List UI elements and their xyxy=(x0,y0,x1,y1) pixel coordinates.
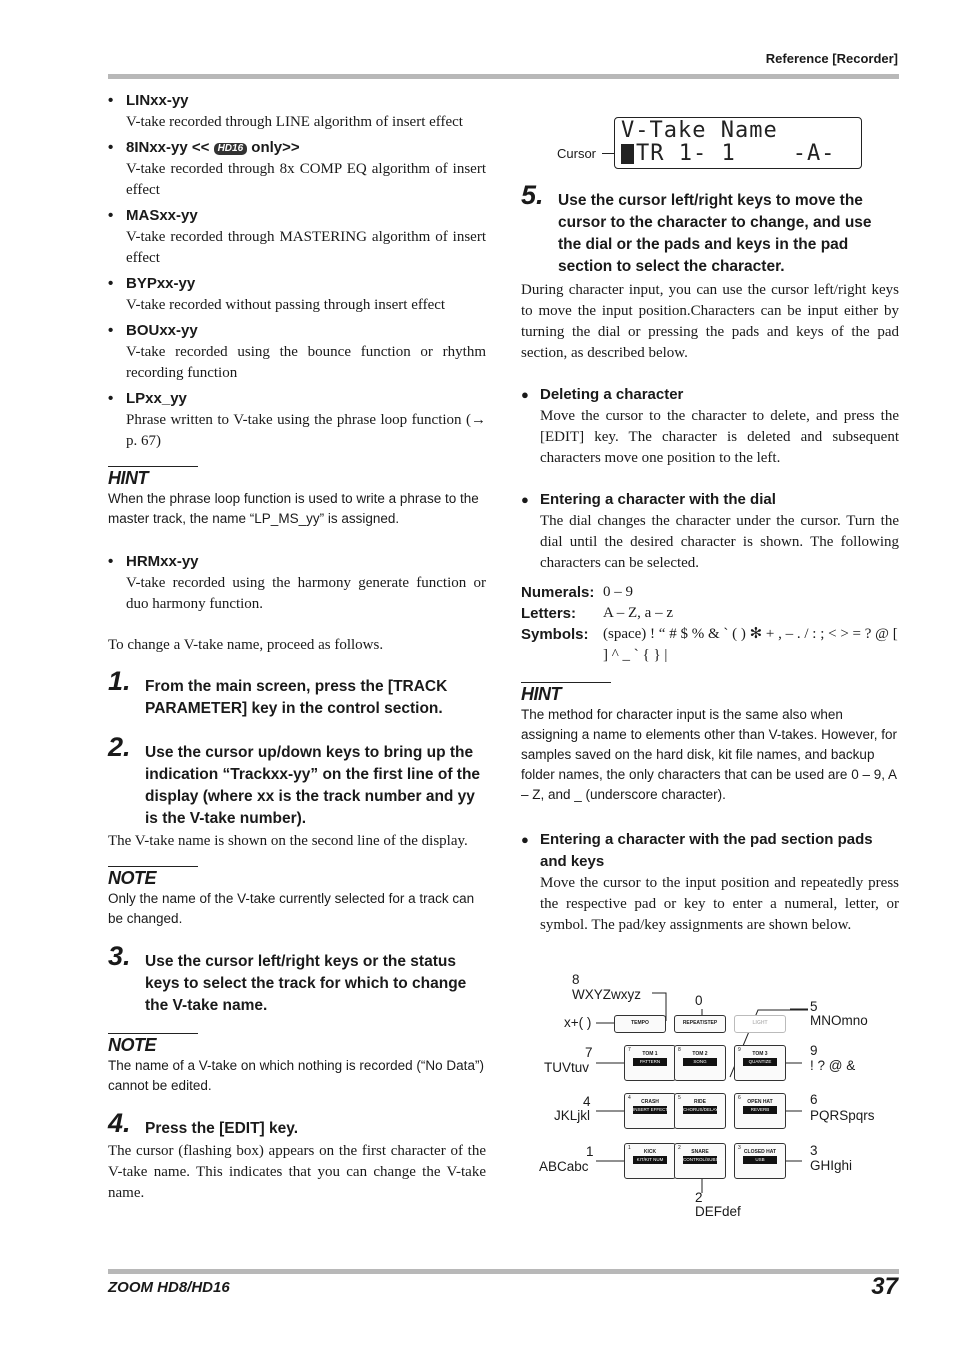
list-item xyxy=(108,320,486,384)
item-desc: V-take recorded using the harmony generate function or duo harmony function. xyxy=(126,575,486,612)
list-item xyxy=(108,137,486,201)
step-text: Use the cursor left/right keys or the status keys to select the track for which to change the V-take name. xyxy=(145,953,467,1014)
step-text: From the main screen, press the [TRACK PARAMETER] key in the control section. xyxy=(145,678,448,717)
pad-label: TOM 2 xyxy=(692,1051,708,1057)
label-6-num: 6 xyxy=(810,1092,818,1107)
label-8-num: 8 xyxy=(572,972,580,987)
char-key: Numerals: xyxy=(521,584,595,601)
pad-function: USB xyxy=(743,1156,777,1164)
right-column xyxy=(521,180,899,936)
step-3 xyxy=(108,941,486,1017)
list-item xyxy=(108,90,486,133)
pad-number: 2 xyxy=(678,1145,681,1151)
step-number: 4. xyxy=(108,1108,131,1138)
pad-label: CRASH xyxy=(641,1099,659,1105)
item-term: • BOUxx-yy xyxy=(108,320,486,342)
item-term: • MASxx-yy xyxy=(108,205,486,227)
pad-label: TOM 3 xyxy=(752,1051,768,1057)
char-row xyxy=(521,624,899,666)
char-row xyxy=(521,582,899,603)
label-4-chars: JKLjkl xyxy=(554,1108,591,1123)
light-key[interactable] xyxy=(734,1015,786,1033)
label-5-num: 5 xyxy=(810,999,818,1014)
pad-number: 9 xyxy=(738,1047,741,1053)
pad-number: 5 xyxy=(678,1095,681,1101)
pad-function: PATTERN xyxy=(633,1058,667,1066)
label-2-num: 2 xyxy=(695,1190,703,1205)
label-1-chars: ABCabc xyxy=(539,1159,589,1174)
repeat-step-key[interactable] xyxy=(674,1015,726,1033)
pad-function: KIT/KIT NUM xyxy=(633,1156,667,1164)
hint-title: HINT xyxy=(521,682,611,705)
pad-label: TOM 1 xyxy=(642,1051,658,1057)
item-desc: V-take recorded through LINE algorithm of insert effect xyxy=(126,114,463,130)
label-9-chars: ! ? @ & xyxy=(810,1058,856,1073)
item-term: • BYPxx-yy xyxy=(108,273,486,295)
item-term: • HRMxx-yy xyxy=(108,551,486,573)
section-pads xyxy=(521,829,899,936)
lcd-display xyxy=(614,117,862,169)
step-number: 1. xyxy=(108,666,131,696)
pad-label: OPEN HAT xyxy=(747,1099,773,1105)
label-7-chars: TUVtuv xyxy=(544,1060,590,1075)
label-8-chars: WXYZwxyz xyxy=(572,987,641,1002)
item-term: • LPxx_yy xyxy=(108,388,486,410)
lcd-cursor-block xyxy=(621,144,634,164)
char-value: 0 – 9 xyxy=(603,584,633,600)
pad-number: 1 xyxy=(628,1145,631,1151)
pad-label: RIDE xyxy=(694,1099,706,1105)
label-1-num: 1 xyxy=(586,1144,594,1159)
item-desc: Phrase written to V-take using the phrase loop function (→ p. 67) xyxy=(126,412,486,449)
list-item xyxy=(108,205,486,269)
page-number: 37 xyxy=(871,1273,898,1300)
pad-snare[interactable] xyxy=(674,1143,726,1179)
char-row xyxy=(521,603,899,624)
pad-ride[interactable] xyxy=(674,1093,726,1129)
step-text: Use the cursor up/down keys to bring up the indication “Trackxx-yy” on the first line of the display (where xx is the track number and yy is the V-take number). xyxy=(145,744,481,827)
pad-label: CLOSED HAT xyxy=(743,1149,777,1155)
pad-function: CHORUS/DELAY xyxy=(683,1107,719,1112)
note-title: NOTE xyxy=(108,866,198,889)
step-5-note: During character input, you can use the cursor left/right keys to move the input position.Characters can be input either by turning the dial or pressing the pads and keys of the pad section, as described below. xyxy=(521,282,899,361)
pad-function: SONG xyxy=(683,1058,717,1066)
pad-kick[interactable] xyxy=(624,1143,676,1179)
term-suffix: only>> xyxy=(247,139,300,156)
tempo-key[interactable] xyxy=(614,1015,666,1033)
char-value: (space) ! “ # $ % & ` ( ) ✻ + , – . / : ; < > = ? @ [ ] ^ _ ` { } | xyxy=(603,626,898,663)
pad-diagram xyxy=(530,965,900,1225)
key-label: LIGHT xyxy=(752,1020,768,1026)
section-heading: ● Entering a character with the pad section pads and keys xyxy=(521,829,899,873)
pad-closed-hat[interactable] xyxy=(734,1143,786,1179)
hd16-badge: HD16 xyxy=(214,143,248,155)
hint-text: The method for character input is the same also when assigning a name to elements other than V-takes. However, for samples saved on the hard disk, kit file names, and backup folder names, the only characters that can be used are 0 – 9, A – Z, and _ (underscore character). xyxy=(521,707,897,802)
item-desc: V-take recorded without passing through insert effect xyxy=(126,297,446,313)
step-number: 3. xyxy=(108,941,131,971)
step-text: Press the [EDIT] key. xyxy=(145,1120,299,1137)
pad-tom2[interactable] xyxy=(674,1045,726,1081)
step-1 xyxy=(108,666,486,720)
cursor-label: Cursor xyxy=(557,146,597,161)
pad-number: 3 xyxy=(738,1145,741,1151)
footer-rule xyxy=(108,1269,899,1274)
pad-tom3[interactable] xyxy=(734,1045,786,1081)
step-text: Use the cursor left/right keys to move the cursor to the character to change, and use the dial or the pads and keys in the pad section to select the character. xyxy=(558,192,872,275)
lcd-line-2: TR 1- 1 -A- xyxy=(636,141,836,166)
label-5-chars: MNOmno xyxy=(810,1013,868,1028)
item-desc: V-take recorded through 8x COMP EQ algorithm of insert effect xyxy=(126,161,486,198)
pad-tom1[interactable] xyxy=(624,1045,676,1081)
running-header: Reference [Recorder] xyxy=(765,51,898,66)
step-4-note: The cursor (flashing box) appears on the first character of the V-take name. This indicates that you can change the V-take name. xyxy=(108,1143,486,1201)
hint-title: HINT xyxy=(108,466,198,489)
key-label: REPEAT/STEP xyxy=(682,1020,718,1026)
pad-number: 4 xyxy=(628,1095,631,1101)
char-table xyxy=(521,582,899,666)
pad-function: QUANTIZE xyxy=(743,1058,777,1066)
section-dial xyxy=(521,489,899,574)
list-item xyxy=(108,273,486,316)
section-body: The dial changes the character under the cursor. Turn the dial until the desired character is shown. The following characters can be selected. xyxy=(540,513,899,571)
header-rule xyxy=(108,74,899,79)
item-desc: V-take recorded through MASTERING algorithm of insert effect xyxy=(126,229,486,266)
list-item xyxy=(108,388,486,452)
pad-open-hat[interactable] xyxy=(734,1093,786,1129)
section-deleting xyxy=(521,384,899,469)
step-2-note: The V-take name is shown on the second line of the display. xyxy=(108,833,468,849)
section-body: Move the cursor to the input position and repeatedly press the respective pad or key to enter a numeral, letter, or symbol. The pad/key assignments are shown below. xyxy=(540,875,899,933)
list-item xyxy=(108,551,486,615)
label-3-chars: GHIghi xyxy=(810,1158,853,1173)
note-block xyxy=(108,866,486,929)
intro-paragraph: To change a V-take name, proceed as follows. xyxy=(108,637,384,653)
pad-number: 8 xyxy=(678,1047,681,1053)
hint-text: When the phrase loop function is used to write a phrase to the master track, the name “LP_MS_yy” is assigned. xyxy=(108,491,479,526)
char-key: Letters: xyxy=(521,605,577,622)
term-prefix: 8INxx-yy << xyxy=(126,139,214,156)
pad-function: REVERB xyxy=(743,1106,777,1114)
lcd-line-1: V-Take Name xyxy=(621,118,778,143)
char-key: Symbols: xyxy=(521,626,589,643)
note-block xyxy=(108,1033,486,1096)
hint-block xyxy=(521,682,899,805)
pad-label: SNARE xyxy=(691,1149,709,1155)
item-term: • LINxx-yy xyxy=(108,90,486,112)
pad-crash[interactable] xyxy=(624,1093,676,1129)
label-6-chars: PQRSpqrs xyxy=(810,1108,875,1123)
hint-block xyxy=(108,466,486,529)
label-7-num: 7 xyxy=(585,1045,593,1060)
pad-number: 6 xyxy=(738,1095,741,1101)
pad-label: KICK xyxy=(643,1149,657,1155)
label-3-num: 3 xyxy=(810,1143,818,1158)
step-number: 2. xyxy=(108,732,131,762)
label-4-num: 4 xyxy=(583,1094,591,1109)
step-number: 5. xyxy=(521,180,544,210)
note-text: Only the name of the V-take currently selected for a track can be changed. xyxy=(108,891,475,926)
item-term xyxy=(108,137,486,159)
footer-model: ZOOM HD8/HD16 xyxy=(108,1279,230,1296)
label-2-chars: DEFdef xyxy=(695,1204,741,1219)
pad-function: INSERT EFFECT xyxy=(633,1107,669,1112)
section-heading: ● Entering a character with the dial xyxy=(521,489,899,511)
label-9-num: 9 xyxy=(810,1043,818,1058)
left-column xyxy=(108,90,486,1204)
step-4 xyxy=(108,1108,486,1140)
char-value: A – Z, a – z xyxy=(603,605,673,621)
key-label: TEMPO xyxy=(631,1020,649,1026)
section-body: Move the cursor to the character to delete, and press the [EDIT] key. The character is deleted and subsequent characters move one position to the left. xyxy=(540,408,899,466)
section-heading: ● Deleting a character xyxy=(521,384,899,406)
pad-number: 7 xyxy=(628,1047,631,1053)
pad-function: CONTROL/SUBSET xyxy=(683,1157,725,1162)
step-2 xyxy=(108,732,486,830)
label-0: 0 xyxy=(695,993,703,1008)
item-desc: V-take recorded using the bounce function or rhythm recording function xyxy=(126,344,486,381)
note-title: NOTE xyxy=(108,1033,198,1056)
label-x: x+( ) xyxy=(564,1015,592,1030)
step-5 xyxy=(521,180,899,278)
note-text: The name of a V-take on which nothing is recorded (“No Data”) cannot be edited. xyxy=(108,1058,484,1093)
